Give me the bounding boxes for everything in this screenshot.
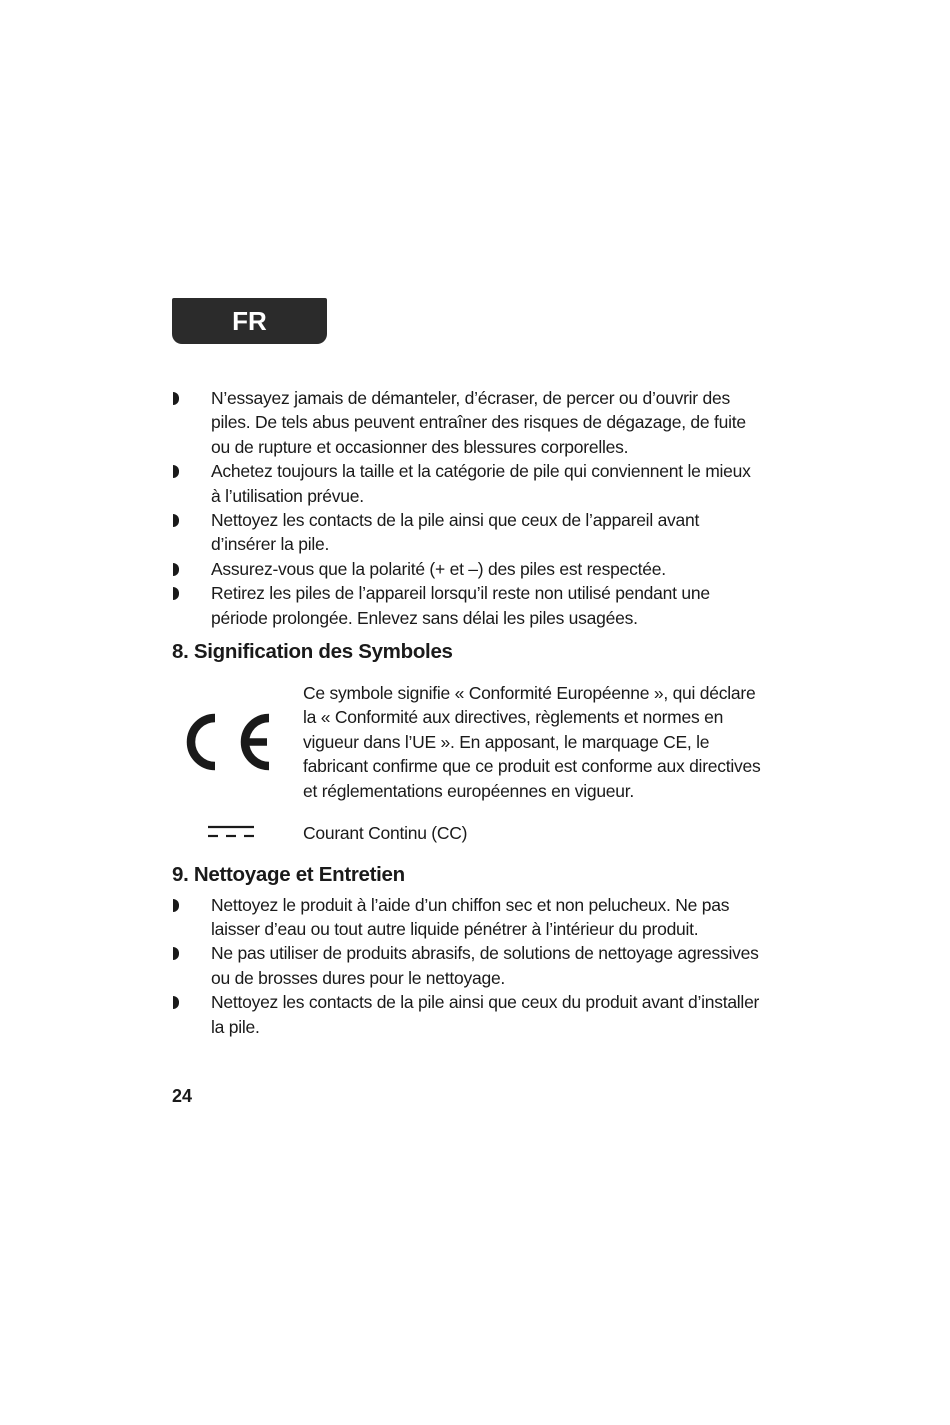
list-item-text: Nettoyez les contacts de la pile ainsi que ceux du produit avant d’installer la pile. bbox=[211, 992, 760, 1037]
ce-mark-icon bbox=[172, 681, 303, 803]
list-item-text: Assurez-vous que la polarité (+ et –) des piles est respectée. bbox=[211, 558, 666, 579]
bullet-icon bbox=[173, 392, 179, 405]
list-item bbox=[172, 459, 762, 508]
bullet-icon bbox=[173, 563, 179, 576]
list-item-text: Nettoyez le produit à l’aide d’un chiffon sec et non pelucheux. Ne pas laisser d’eau ou tout autre liquide pénétrer à l’intérieur du produit. bbox=[211, 894, 730, 939]
list-item bbox=[172, 508, 762, 557]
bullet-icon bbox=[173, 465, 179, 478]
list-item-text: Ne pas utiliser de produits abrasifs, de solutions de nettoyage agressives ou de brosses dures pour le nettoyage. bbox=[211, 943, 759, 988]
ce-description: Ce symbole signifie « Conformité Européenne », qui déclare la « Conformité aux directives, règlements et normes en vigueur dans l’UE ». En apposant, le marquage CE, le fabricant confirme que ce produit est conforme aux directives et réglementations européennes en vigueur. bbox=[303, 683, 761, 801]
list-item-text: N’essayez jamais de démanteler, d’écraser, de percer ou d’ouvrir des piles. De tels abus peuvent entraîner des risques de dégazage, de fuite ou de rupture et occasionner des blessures corporelles. bbox=[211, 388, 746, 457]
cleaning-list bbox=[172, 893, 762, 1039]
safety-list bbox=[172, 386, 762, 630]
ce-symbol-row bbox=[172, 681, 762, 803]
dc-description: Courant Continu (CC) bbox=[303, 823, 468, 844]
list-item-text: Achetez toujours la taille et la catégorie de pile qui conviennent le mieux à l’utilisation prévue. bbox=[211, 461, 751, 506]
list-item-text: Retirez les piles de l’appareil lorsqu’il reste non utilisé pendant une période prolongée. Enlevez sans délai les piles usagées. bbox=[211, 583, 710, 628]
list-item bbox=[172, 941, 762, 990]
list-item-text: Nettoyez les contacts de la pile ainsi que ceux de l’appareil avant d’insérer la pile. bbox=[211, 510, 700, 555]
bullet-icon bbox=[173, 996, 179, 1009]
list-item bbox=[172, 893, 762, 942]
bullet-icon bbox=[173, 587, 179, 600]
page-content bbox=[172, 386, 762, 1039]
list-item bbox=[172, 990, 762, 1039]
dc-symbol-row bbox=[172, 821, 762, 845]
list-item bbox=[172, 386, 762, 459]
language-tab: FR bbox=[172, 298, 327, 344]
bullet-icon bbox=[173, 899, 179, 912]
bullet-icon bbox=[173, 947, 179, 960]
page-number: 24 bbox=[172, 1086, 193, 1106]
list-item bbox=[172, 581, 762, 630]
direct-current-icon bbox=[172, 821, 303, 845]
section-8-heading: 8. Signification des Symboles bbox=[172, 640, 453, 664]
section-9-heading: 9. Nettoyage et Entretien bbox=[172, 862, 405, 886]
list-item bbox=[172, 557, 762, 581]
bullet-icon bbox=[173, 514, 179, 527]
